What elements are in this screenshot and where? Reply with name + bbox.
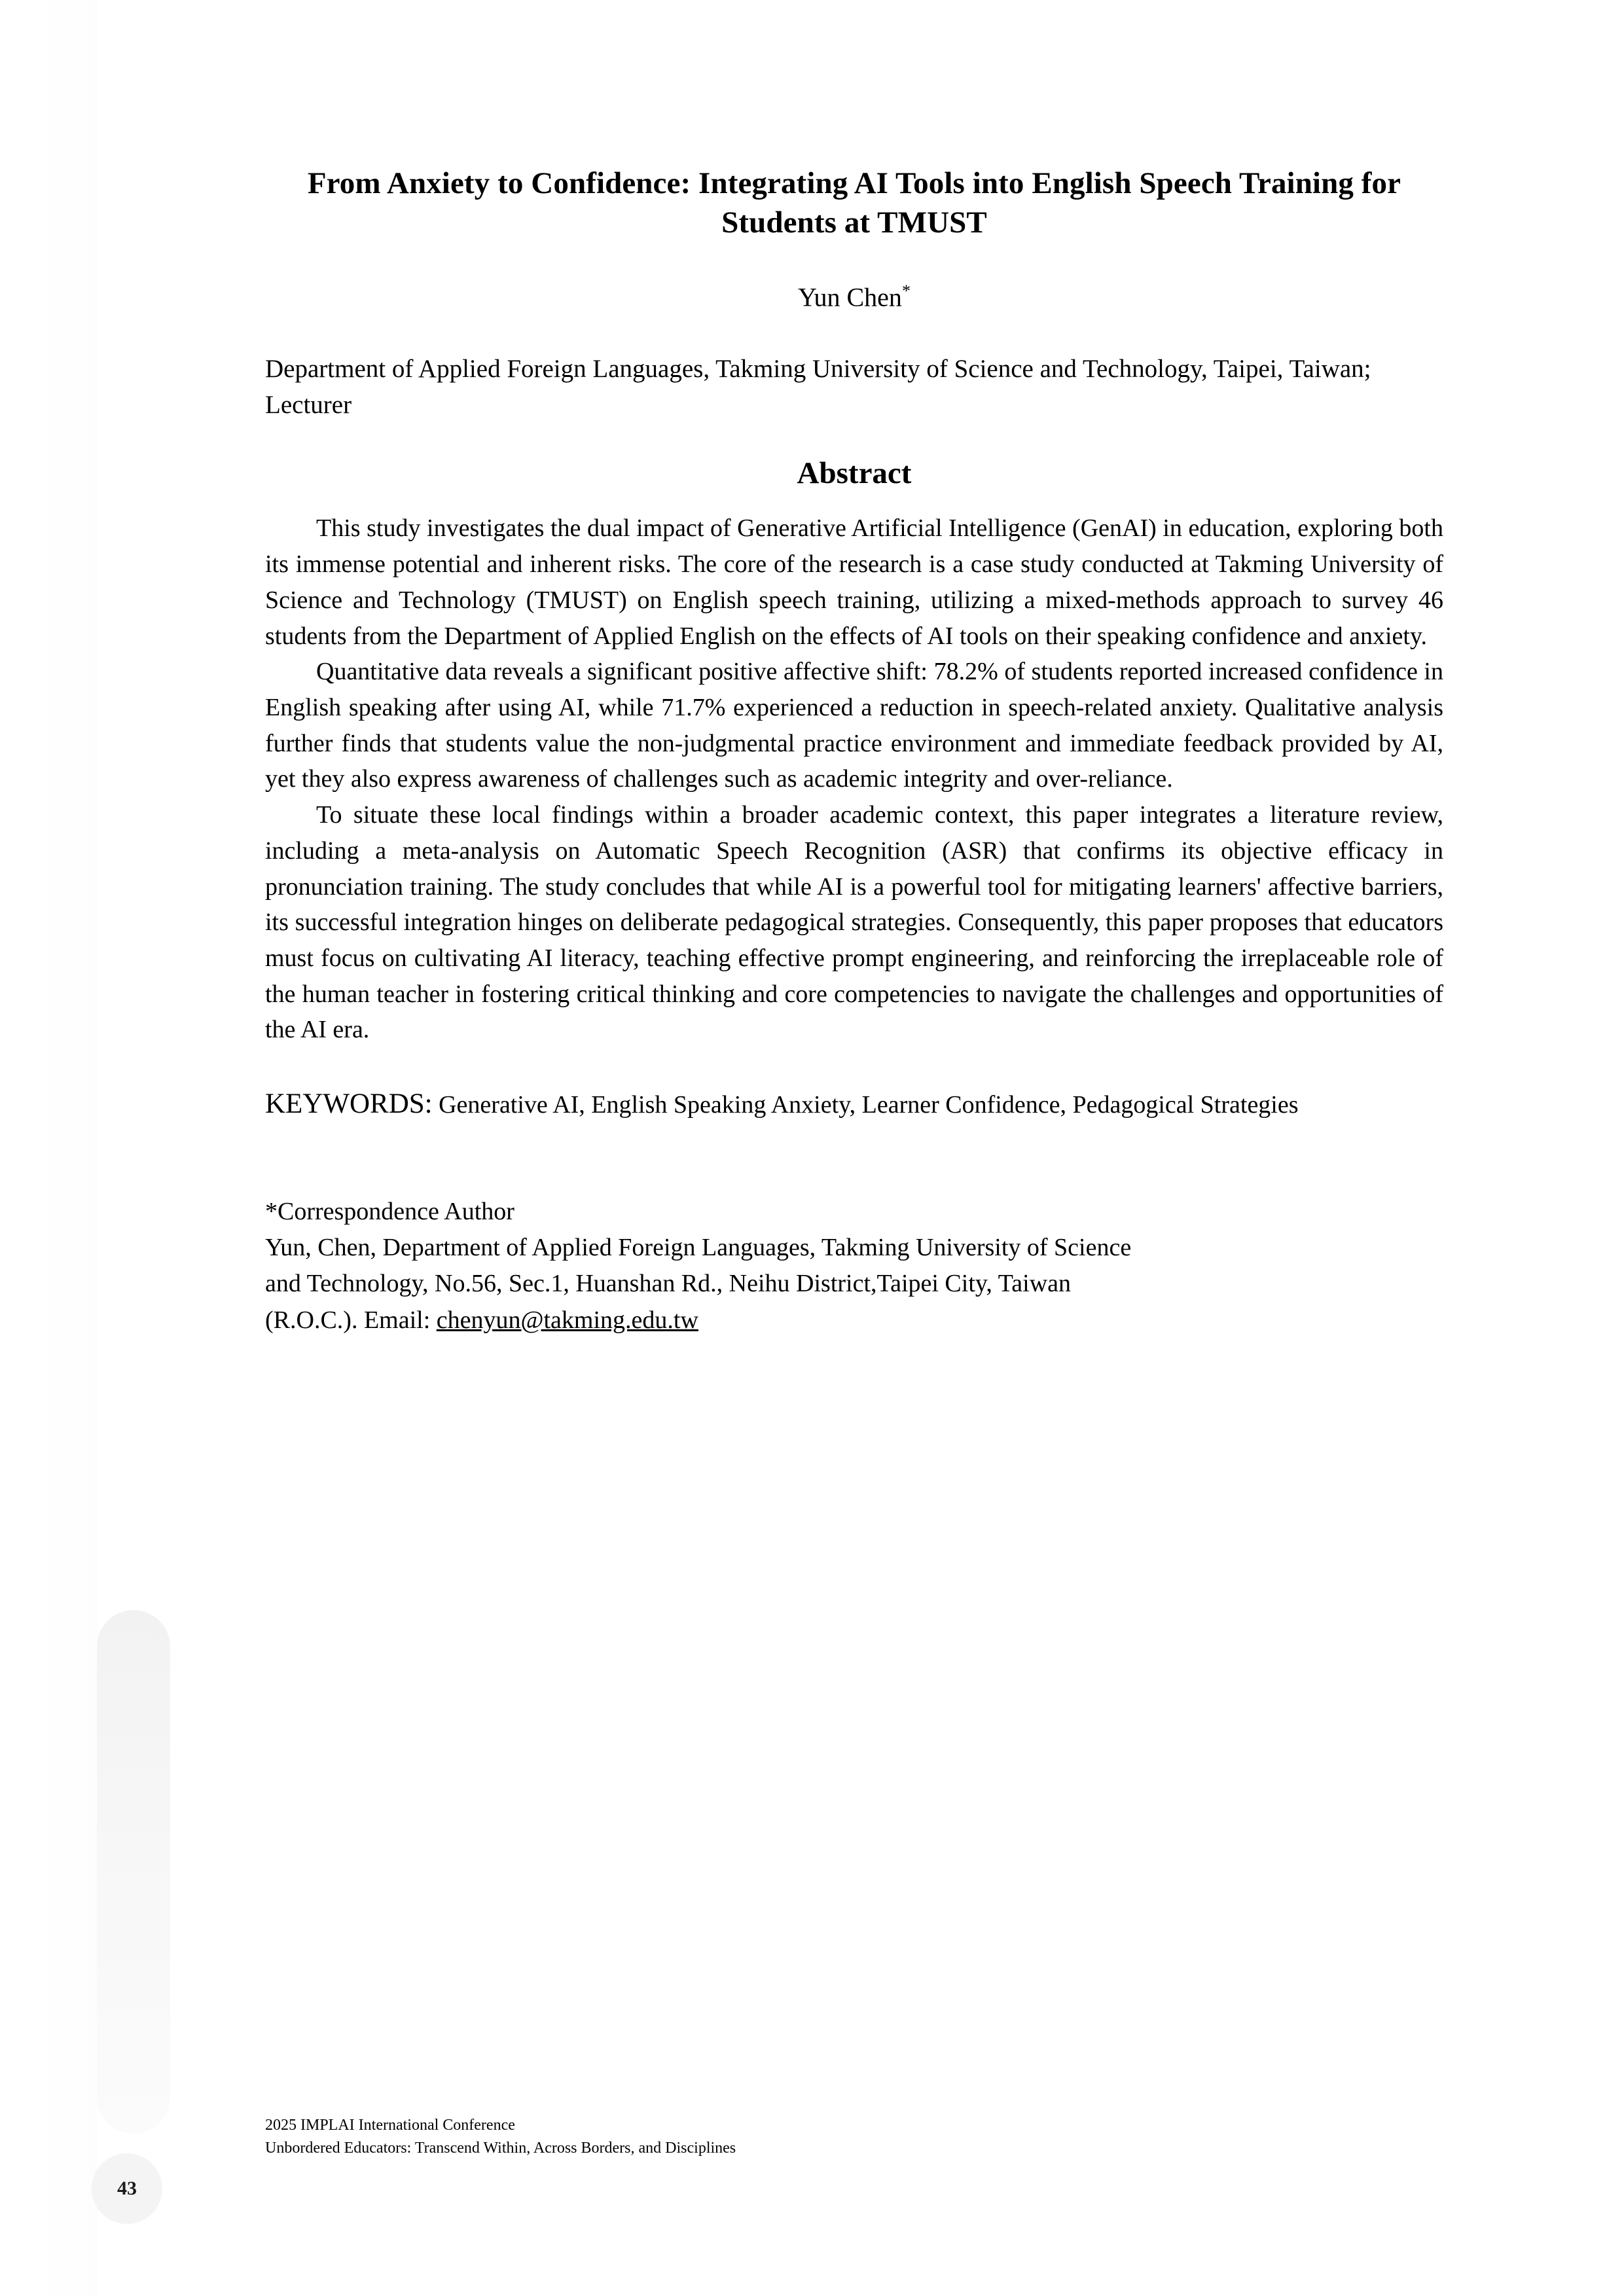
binding-shadow [0, 0, 98, 2296]
footer-conference-name: 2025 IMPLAI International Conference [265, 2117, 515, 2134]
abstract-heading: Abstract [797, 456, 912, 491]
page-number-badge: 43 [92, 2153, 162, 2224]
abstract-paragraph-2: Quantitative data reveals a significant positive affective shift: 78.2% of students reported increased confidence in English speaking after using AI, while 71.7% experienced a reduction in speech-related anxiety. Qualitative analysis further finds that students value the non-judgmental practice environment and immediate feedback provided by AI, yet they also express awareness of challenges such as academic integrity and over-reliance. [265, 658, 1443, 793]
page-title: From Anxiety to Confidence: Integrating AI Tools into English Speech Training for Students at TMUST [307, 166, 1401, 240]
email-label: (R.O.C.). Email: [265, 1306, 437, 1334]
author-line [265, 281, 1443, 312]
author-name: Yun Chen [798, 282, 902, 312]
abstract-paragraph-3: To situate these local findings within a broader academic context, this paper integrates a literature review, including a meta-analysis on Automatic Speech Recognition (ASR) that confirms its objective efficacy in pronunciation training. The study concludes that while AI is a powerful tool for mitigating learners' affective barriers, its successful integration hinges on deliberate pedagogical strategies. Consequently, this paper proposes that educators must focus on cultivating AI literacy, teaching effective prompt engineering, and reinforcing the irreplaceable role of the human teacher in fostering critical thinking and core competencies to navigate the challenges and opportunities of the AI era. [265, 801, 1443, 1044]
keywords-block [265, 1084, 1443, 1124]
correspondence-block [265, 1194, 1443, 1339]
footer-conference-theme: Unbordered Educators: Transcend Within, Across Borders, and Disciplines [265, 2139, 736, 2157]
correspondence-email-link[interactable]: chenyun@takming.edu.tw [436, 1306, 698, 1334]
correspondence-line-3 [265, 1302, 1443, 1338]
page-footer [265, 2114, 1443, 2160]
paper-content [265, 164, 1443, 1338]
keywords-list: Generative AI, English Speaking Anxiety, Learner Confidence, Pedagogical Strategies [432, 1091, 1299, 1119]
correspondence-line-2: and Technology, No.56, Sec.1, Huanshan Rd., Neihu District,Taipei City, Taiwan [265, 1270, 1072, 1298]
abstract-paragraph-1: This study investigates the dual impact of Generative Artificial Intelligence (GenAI) in education, exploring both its immense potential and inherent risks. The core of the research is a case study conducted at Takming University of Science and Technology (TMUST) on English speech training, utilizing a mixed-methods approach to survey 46 students from the Department of Applied English on the effects of AI tools on their speaking confidence and anxiety. [265, 514, 1443, 650]
affiliation: Department of Applied Foreign Languages, Takming University of Science and Technology, Taipei, Taiwan; Lecturer [265, 354, 1371, 420]
correspondence-line-1: Yun, Chen, Department of Applied Foreign Languages, Takming University of Science [265, 1233, 1132, 1261]
correspondence-heading: *Correspondence Author [265, 1197, 514, 1225]
scan-artifact [97, 1610, 170, 2134]
author-footnote-marker: * [901, 281, 911, 301]
keywords-label: KEYWORDS: [265, 1088, 433, 1120]
